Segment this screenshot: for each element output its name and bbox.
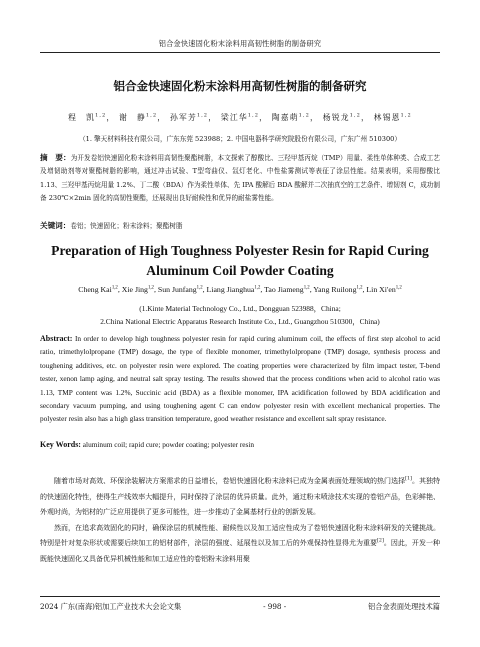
chinese-affiliation: （1. 擎天材料科技有限公司，广东东莞 523988；2. 中国电器科学研究院股份有限公司，广东广州 510300） [79, 135, 401, 143]
author: Xie Jing$^{1,2}$ [121, 285, 154, 294]
english-title: Preparation of High Toughness Polyester Resin for Rapid Curing Aluminum Coil Powder Coating [51, 243, 429, 278]
chinese-title: 铝合金快速固化粉末涂料用高韧性树脂的制备研究 [113, 79, 367, 93]
author: Cheng Kai$^{1,2}$ [78, 285, 118, 294]
author: Liang Jianghua$^{1,2}$ [206, 285, 261, 294]
author: 林锡恩$^{1,2}$ [373, 113, 412, 122]
paragraph: 然而，在追求高效固化的同时，确保涂层的机械性能、耐候性以及加工适应性成为了卷铝快速固化粉末涂料研发的关键挑战。特别是针对复杂形状或需要后续加工的铝材部件，涂层的强度、延展性以及加工后的外观保持性显得尤为重要[2]。因此，开发一种既能快速固化又具备优异机械性能和加工适应性的卷铝粉末涂料用聚 [40, 523, 440, 563]
page-number: - 998 - [263, 602, 287, 611]
author: Sun Junfang$^{1,2}$ [157, 285, 203, 294]
citation: [1] [405, 476, 412, 482]
affiliation-line-1: (1.Kinte Material Technology Co., Ltd., Dongguan 523988，China; [139, 304, 341, 313]
english-keywords [40, 440, 440, 449]
abstract-label: 摘 要： [40, 153, 71, 162]
keywords-label: 关键词： [40, 221, 71, 230]
author: 孙军芳$^{1,2}$ [169, 113, 209, 122]
keywords-text: aluminum coil; rapid cure; powder coating; polyester resin [82, 440, 255, 449]
chinese-abstract [40, 151, 440, 206]
header-rule [40, 52, 440, 53]
author: 陶嘉萌$^{1,2}$ [271, 113, 311, 122]
chinese-keywords [40, 220, 440, 231]
page-footer [40, 602, 440, 612]
body-text [40, 474, 440, 568]
author: Yang Ruilong$^{1,2}$ [313, 285, 363, 294]
abstract-label: Abstract: [40, 334, 73, 343]
english-authors: Cheng Kai$^{1,2}$, Xie Jing$^{1,2}$, Sun Junfang$^{1,2}$, Liang Jianghua$^{1,2}$, Tao Jiameng$^{1,2}$, Yang Ruilong$^{1,2}$, Lin Xi'en$^{1,2}$ [78, 285, 402, 294]
chinese-authors: 程 凯$^{1,2}$， 谢 静$^{1,2}$， 孙军芳$^{1,2}$， 梁江华$^{1,2}$， 陶嘉萌$^{1,2}$， 杨锐龙$^{1,2}$， 林锡恩$^{1,2}$ [68, 113, 412, 122]
author: 谢 静$^{1,2}$ [119, 113, 158, 122]
abstract-text: 为开发卷铝快速固化粉末涂料用高韧性聚酯树脂，本文探索了醇酸比、三羟甲基丙烷（TMP）用量、柔性单体种类、合成工艺及增韧助剂等对聚酯树脂的影响，通过冲击试验、T型弯曲仪、氙灯老化、中性盐雾测试等表征了涂层性能。结果表明，采用醇酸比 1.13、三羟甲基丙烷用量 1.2%、丁二酸（BDA）作为柔性单体、先 IPA 酸解后 BDA 酸解并二次抽真空的工艺条件、增韧剂 C，成功制备 230℃×2min 固化的高韧性聚酯，还展现出良好耐候性和优异的耐盐雾性能。 [40, 154, 440, 203]
affiliation-line-2: 2.China National Electric Apparatus Research Institute Co., Ltd., Guangzhou 510300，China) [100, 317, 380, 326]
paragraph: 随着市场对高效、环保涂装解决方案需求的日益增长，卷铝快速固化粉末涂料已成为金属表面处理领域的热门选择[1]。其独特的快速固化特性，使得生产线效率大幅提升，同时保持了涂层的优异质量。此外，通过粉末喷涂技术实现的卷铝产品，色彩鲜艳、外观时尚，为铝材的广泛应用提供了更多可能性，进一步推动了金属基材行业的创新发展。 [40, 476, 441, 517]
footer-proceedings: 2024 广东(南海)铝加工产业技术大会论文集 [40, 602, 182, 611]
keywords-label: Key Words: [40, 440, 81, 449]
running-head: 铝合金快速固化粉末涂料用高韧性树脂的制备研究 [158, 39, 322, 48]
footer-section: 铝合金表面处理技术篇 [368, 602, 440, 611]
author: 杨锐龙$^{1,2}$ [322, 113, 361, 122]
author: Tao Jiameng$^{1,2}$ [264, 285, 310, 294]
footer-rule [40, 596, 440, 597]
author: 程 凯$^{1,2}$ [68, 113, 107, 122]
english-abstract [40, 332, 440, 426]
citation: [2] [377, 539, 384, 545]
keywords-text: 卷铝；快速固化；粉末涂料；聚酯树脂 [70, 222, 183, 230]
english-affiliation [30, 302, 450, 328]
abstract-text: In order to develop high toughness polyester resin for rapid curing aluminum coil, the effects of first step alcohol to acid ratio, trimethylolpropane (TMP) dosage, the type of flexible monomer, trimethylolpropane (TMP) dosage, synthesis process and toughening additives, etc. on polyester resin were explored. The coating properties were characterized by film impact tester, T-bend tester, xenon lamp aging, and neutral salt spray testing. The results showed that the process conditions when acid to alcohol ratio was 1.13, TMP content was 1.2%, Succinic acid (BDA) as a flexible monomer, IPA acidification followed by BDA acidification and secondary vacuum pumping, and using toughening agent C can endow polyester resin with excellent mechanical properties. The polyester resin also has a high glass transition temperature, good weather resistance and excellent salt spray resistance. [40, 334, 440, 424]
author: 梁江华$^{1,2}$ [220, 113, 260, 122]
author: Lin Xi'en$^{1,2}$ [366, 285, 402, 294]
